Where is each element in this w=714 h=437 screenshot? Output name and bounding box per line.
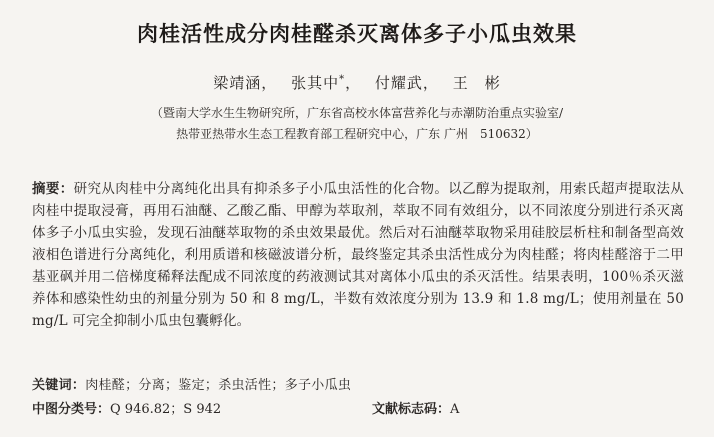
- author-separator: ，: [345, 74, 362, 92]
- affiliation-line-1: （暨南大学水生生物研究所，广东省高校水体富营养化与赤潮防治重点实验室/: [150, 106, 564, 120]
- abstract-label: 摘要：: [32, 181, 74, 197]
- keywords-label: 关键词：: [32, 378, 86, 393]
- author-fu: 付耀武，: [374, 74, 439, 92]
- affiliation-line-2: 热带亚热带水生态工程教育部工程研究中心，广东 广州 510632）: [176, 127, 538, 141]
- keywords-text: 肉桂醛；分离；鉴定；杀虫活性；多子小瓜虫: [85, 378, 352, 393]
- abstract: [32, 178, 684, 332]
- classification-row: [32, 398, 684, 417]
- clc-label: 中图分类号：: [32, 402, 111, 417]
- keywords: [32, 374, 684, 393]
- clc-value: Q 946.82；S 942: [110, 402, 222, 417]
- author-zhang: 张其中: [291, 74, 340, 92]
- corresponding-author-mark: *: [339, 74, 346, 85]
- abstract-text: 研究从肉桂中分离纯化出具有抑杀多子小瓜虫活性的化合物。以乙醇为提取剂，用索氏超声提取法从肉桂中提取浸膏，再用石油醚、乙酸乙酯、甲醇为萃取剂，萃取不同有效组分，以不同浓度分别进行杀灭离体多子小瓜虫实验，发现石油醚萃取物的杀虫效果最优。然后对石油醚萃取物采用硅胶层析柱和制备型高效液相色谱进行分离纯化，利用质谱和核磁波谱分析，最终鉴定其杀虫活性成分为肉桂醛；将肉桂醛溶于二甲基亚砜并用二倍梯度稀释法配成不同浓度的药液测试其对离体小瓜虫的杀灭活性。结果表明，100％杀灭滋养体和感染性幼虫的剂量分别为 50 和 8 mg/L，半数有效浓度分别为 13.9 和 1.8 mg/L；使用剂量在 50 mg/L 可完全抑制小瓜虫包囊孵化。: [32, 181, 684, 329]
- author-liang: 梁靖涵，: [213, 74, 278, 92]
- paper-title: 肉桂活性成分肉桂醛杀灭离体多子小瓜虫效果: [137, 22, 577, 46]
- author-list: [0, 72, 714, 93]
- author-wang: 王 彬: [452, 74, 501, 92]
- document-code-value: A: [450, 402, 460, 417]
- document-code: [372, 398, 459, 417]
- document-code-label: 文献标志码：: [372, 402, 451, 417]
